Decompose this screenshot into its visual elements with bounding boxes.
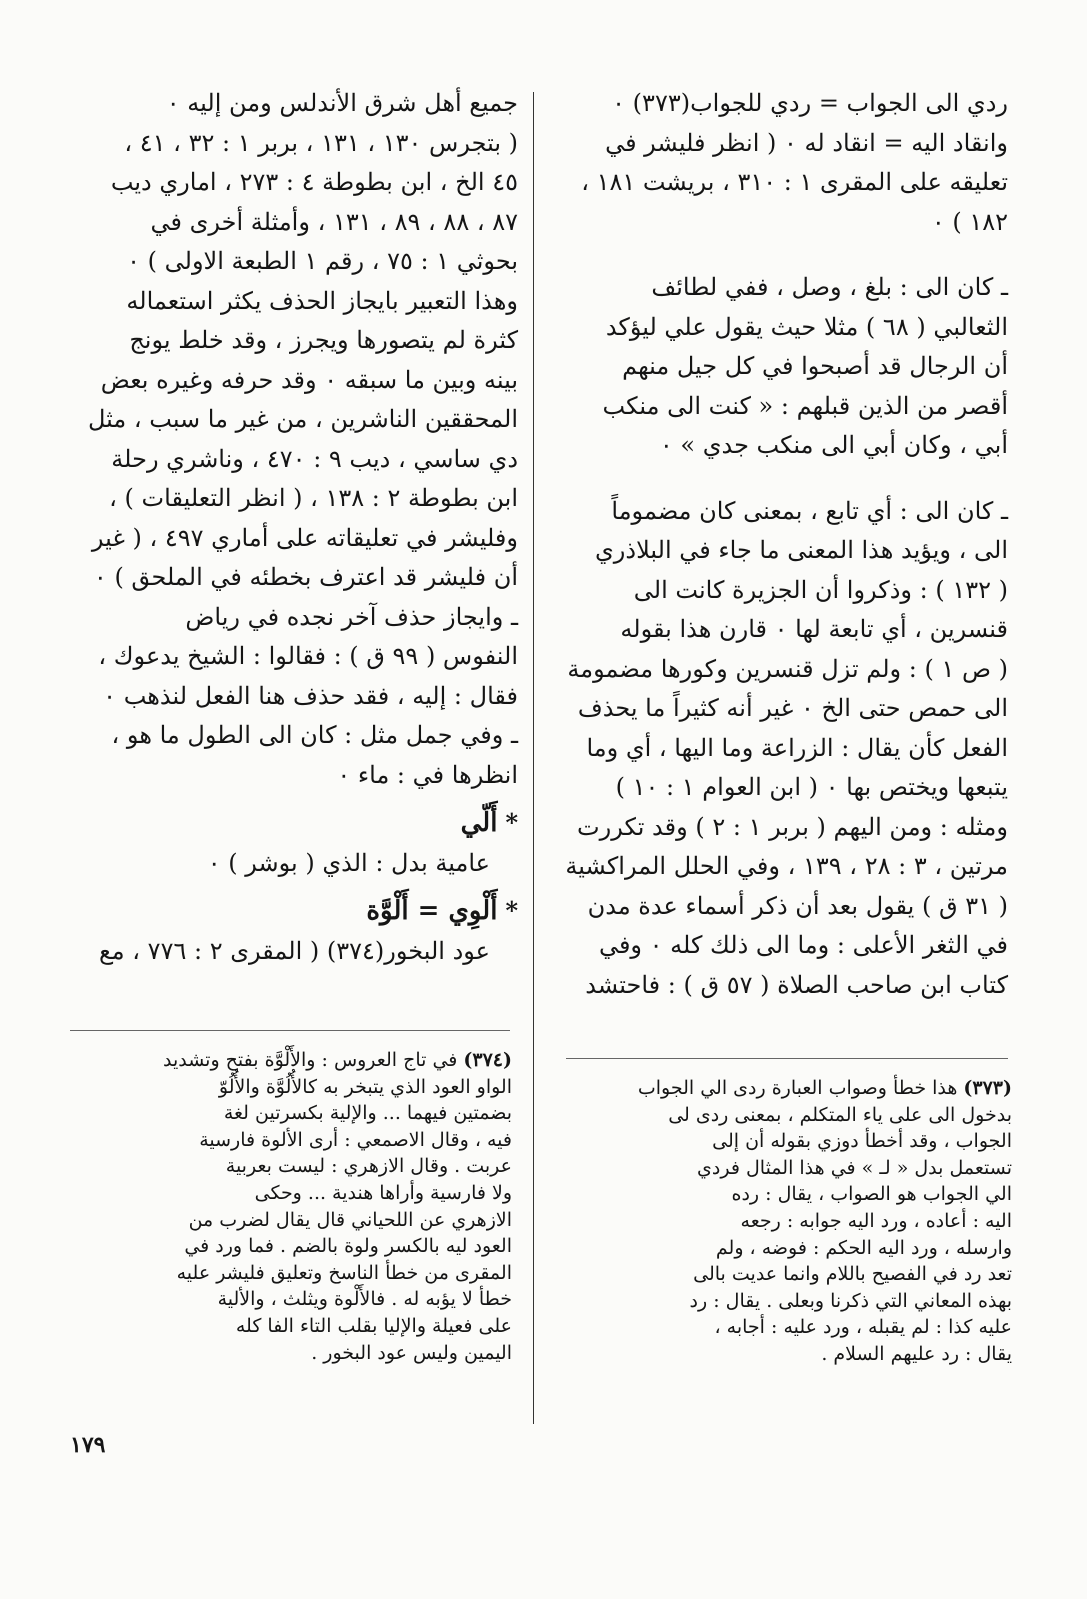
footnote-line: الجواب ، وقد أخطأ دوزي بقوله أن إلى [712, 1130, 1012, 1153]
text-line: بينه وبين ما سبقه ٠ وقد حرفه وغيره بعض [100, 365, 518, 394]
footnote-line: اليمين وليس عود البخور . [311, 1341, 512, 1364]
text-line: كثرة لم يتصورها ويجرز ، وقد خلط يونج [129, 326, 518, 354]
footnote-line: عربت . وقال الازهري : ليست بعربية [225, 1155, 512, 1178]
column-divider [533, 92, 534, 1424]
right-text-column [560, 84, 1008, 1005]
text-line: الى حمص حتى الخ ٠ غير أنه كثيراً ما يحذف [577, 694, 1008, 722]
entry-definition: عود البخور(٣٧٤) ( المقرى ٢ : ٧٧٦ ، مع [99, 936, 490, 965]
footnote-line: الي الجواب هو الصواب ، يقال : رده [731, 1183, 1012, 1206]
footnote-line [566, 1075, 1012, 1102]
text-line: النفوس ( ٩٩ ق ) : فقالوا : الشيخ يدعوك ، [98, 642, 518, 670]
text-line: فقال : إليه ، فقد حذف هنا الفعل لنذهب ٠ [103, 681, 518, 710]
text-line: أن الرجال قد أصبحوا في كل جيل منهم [622, 352, 1008, 380]
footnote-line: وارسله ، ورد اليه الحكم : فوضه ، ولم [715, 1236, 1012, 1259]
footnote-373 [566, 1075, 1012, 1368]
text-line: ـ كان الى : بلغ ، وصل ، ففي لطائف [651, 273, 1008, 301]
footnote-line: تعد رد في الفصيح باللام وانما عديت بالى [693, 1263, 1012, 1286]
text-line: الفعل كأن يقال : الزراعة وما اليها ، أي وما [586, 733, 1008, 762]
footnote-line: بهذه المعاني التي ذكرنا وبعلى . يقال : رد [689, 1289, 1012, 1312]
entry-definition: عامية بدل : الذي ( بوشر ) ٠ [207, 848, 490, 877]
footnote-text: في تاج العروس : والأَلْوَّة بفتح وتشديد [162, 1049, 458, 1071]
footnote-line: على فعيلة والإليا بقلب التاء الفا كله [235, 1314, 512, 1337]
text-line: الثعالبي ( ٦٨ ) مثلا حيث يقول علي ليؤكد [605, 312, 1008, 341]
text-line: أقصر من الذين قبلهم : « كنت الى منكب [602, 391, 1008, 420]
text-line: المحققين الناشرين ، من غير ما سبب ، مثل [87, 405, 518, 433]
text-line: ـ وايجاز حذف آخر نجده في رياض [185, 602, 518, 631]
text-line: قنسرين ، أي تابعة لها ٠ قارن هذا بقوله [620, 615, 1008, 643]
footnote-374 [72, 1047, 512, 1366]
text-line: أبي ، وكان أبي الى منكب جدي » ٠ [659, 431, 1008, 459]
text-line: وانقاد اليه = انقاد له ٠ ( انظر فليشر في [605, 128, 1008, 157]
footnote-line: فيه ، وقال الاصمعي : أرى الألوة فارسية [199, 1128, 512, 1151]
text-line: ١٨٢ ) ٠ [931, 207, 1008, 236]
text-line: مرتين ، ٣ : ٢٨ ، ١٣٩ ، وفي الحلل المراكشية [565, 852, 1008, 880]
footnote-line: المقرى من خطأ الناسخ وتعليق فليشر عليه [176, 1261, 512, 1284]
footnote-number: (٣٧٣) [963, 1077, 1012, 1099]
text-line: في الثغر الأعلى : وما الى ذلك كله ٠ وفي [598, 931, 1008, 959]
text-line: ابن بطوطة ٢ : ١٣٨ ، ( انظر التعليقات ) ، [109, 484, 518, 512]
footnote-separator [566, 1058, 1008, 1059]
footnote-separator [70, 1030, 510, 1031]
dictionary-entry-heading [72, 803, 518, 844]
footnote-line: اليه : أعاده ، ورد اليه جوابه : رجعه [740, 1209, 1012, 1232]
footnote-line: خطأ لا يؤبه له . فالأَلْوة ويثلث ، والألية [217, 1288, 512, 1311]
footnote-line: بضمتين فيهما ... والإلية بكسرتين لغة [223, 1102, 512, 1125]
footnote-line: ولا فارسية وأراها هندية ... وحكى [254, 1181, 512, 1204]
text-line: ومثله : ومن اليهم ( بربر ١ : ٢ ) وقد تكررت [577, 812, 1008, 841]
text-line: أن فليشر قد اعترف بخطئه في الملحق ) ٠ [93, 563, 518, 591]
text-line: ـ كان الى : أي تابع ، بمعنى كان مضموماً [611, 496, 1008, 525]
text-line: تعليقه على المقرى ١ : ٣١٠ ، بريشت ١٨١ ، [581, 168, 1008, 196]
text-line: ( ٣١ ق ) يقول بعد أن ذكر أسماء عدة مدن [587, 891, 1008, 920]
text-line: جميع أهل شرق الأندلس ومن إليه ٠ [166, 89, 518, 117]
footnote-line: عليه كذا : لم يقبله ، ورد عليه : أجابه ، [714, 1316, 1012, 1339]
page-number: ١٧٩ [70, 1432, 106, 1458]
text-line: وهذا التعبير بايجاز الحذف يكثر استعماله [126, 286, 518, 315]
text-line: كتاب ابن صاحب الصلاة ( ٥٧ ق ) : فاحتشد [585, 970, 1008, 999]
entry-star-marker: * [505, 808, 518, 837]
footnote-number: (٣٧٤) [463, 1049, 512, 1071]
text-line: ردي الى الجواب = ردي للجواب(٣٧٣) ٠ [612, 89, 1008, 117]
text-line: وفليشر في تعليقاته على أماري ٤٩٧ ، ( غير [91, 523, 518, 552]
text-line: ٨٧ ، ٨٨ ، ٨٩ ، ١٣١ ، وأمثلة أخرى في [150, 207, 518, 236]
left-text-column [72, 84, 518, 971]
text-line: ( ص ١ ) : ولم تزل قنسرين وكورها مضمومة [567, 654, 1008, 683]
footnote-line: العود ليه بالكسر ولوة بالضم . فما ورد في [184, 1235, 512, 1258]
text-line: دي ساسي ، ديب ٩ : ٤٧٠ ، وناشري رحلة [111, 444, 518, 473]
text-line: ـ وفي جمل مثل : كان الى الطول ما هو ، [111, 721, 518, 749]
footnote-text: هذا خطأ وصواب العبارة ردى الي الجواب [637, 1077, 958, 1099]
footnote-line: بدخول الى على ياء المتكلم ، بمعنى ردى لى [668, 1103, 1012, 1126]
footnote-line: الواو العود الذي يتبخر به كالأُلُوَّة والأُلُوّ [218, 1075, 512, 1098]
footnote-line: يقال : رد عليهم السلام . [821, 1342, 1012, 1365]
text-line: الى ، ويؤيد هذا المعنى ما جاء في البلاذري [595, 536, 1008, 564]
text-line: ( ١٣٢ ) : وذكروا أن الجزيرة كانت الى [633, 575, 1008, 604]
footnote-line: تستعمل بدل « لـ » في هذا المثال فردي [697, 1156, 1012, 1179]
text-line: يتبعها ويختص بها ٠ ( ابن العوام ١ : ١٠ ) [615, 773, 1008, 801]
entry-headword: أَلّي [460, 808, 498, 838]
text-line: ( بتجرس ١٣٠ ، ١٣١ ، بربر ١ : ٣٢ ، ٤١ ، [124, 128, 518, 157]
dictionary-entry-heading [72, 891, 518, 932]
footnote-line: الازهري عن اللحياني قال يقال لضرب من [188, 1208, 512, 1231]
text-line: ٤٥ الخ ، ابن بطوطة ٤ : ٢٧٣ ، اماري ديب [110, 168, 518, 196]
footnote-line [72, 1047, 512, 1074]
entry-star-marker: * [505, 896, 518, 925]
text-line: بحوثي ١ : ٧٥ ، رقم ١ الطبعة الاولى ) ٠ [127, 247, 518, 275]
text-line: انظرها في : ماء ٠ [337, 760, 518, 789]
entry-headword: أَلْوِي = أَلْوَّة [366, 896, 498, 926]
